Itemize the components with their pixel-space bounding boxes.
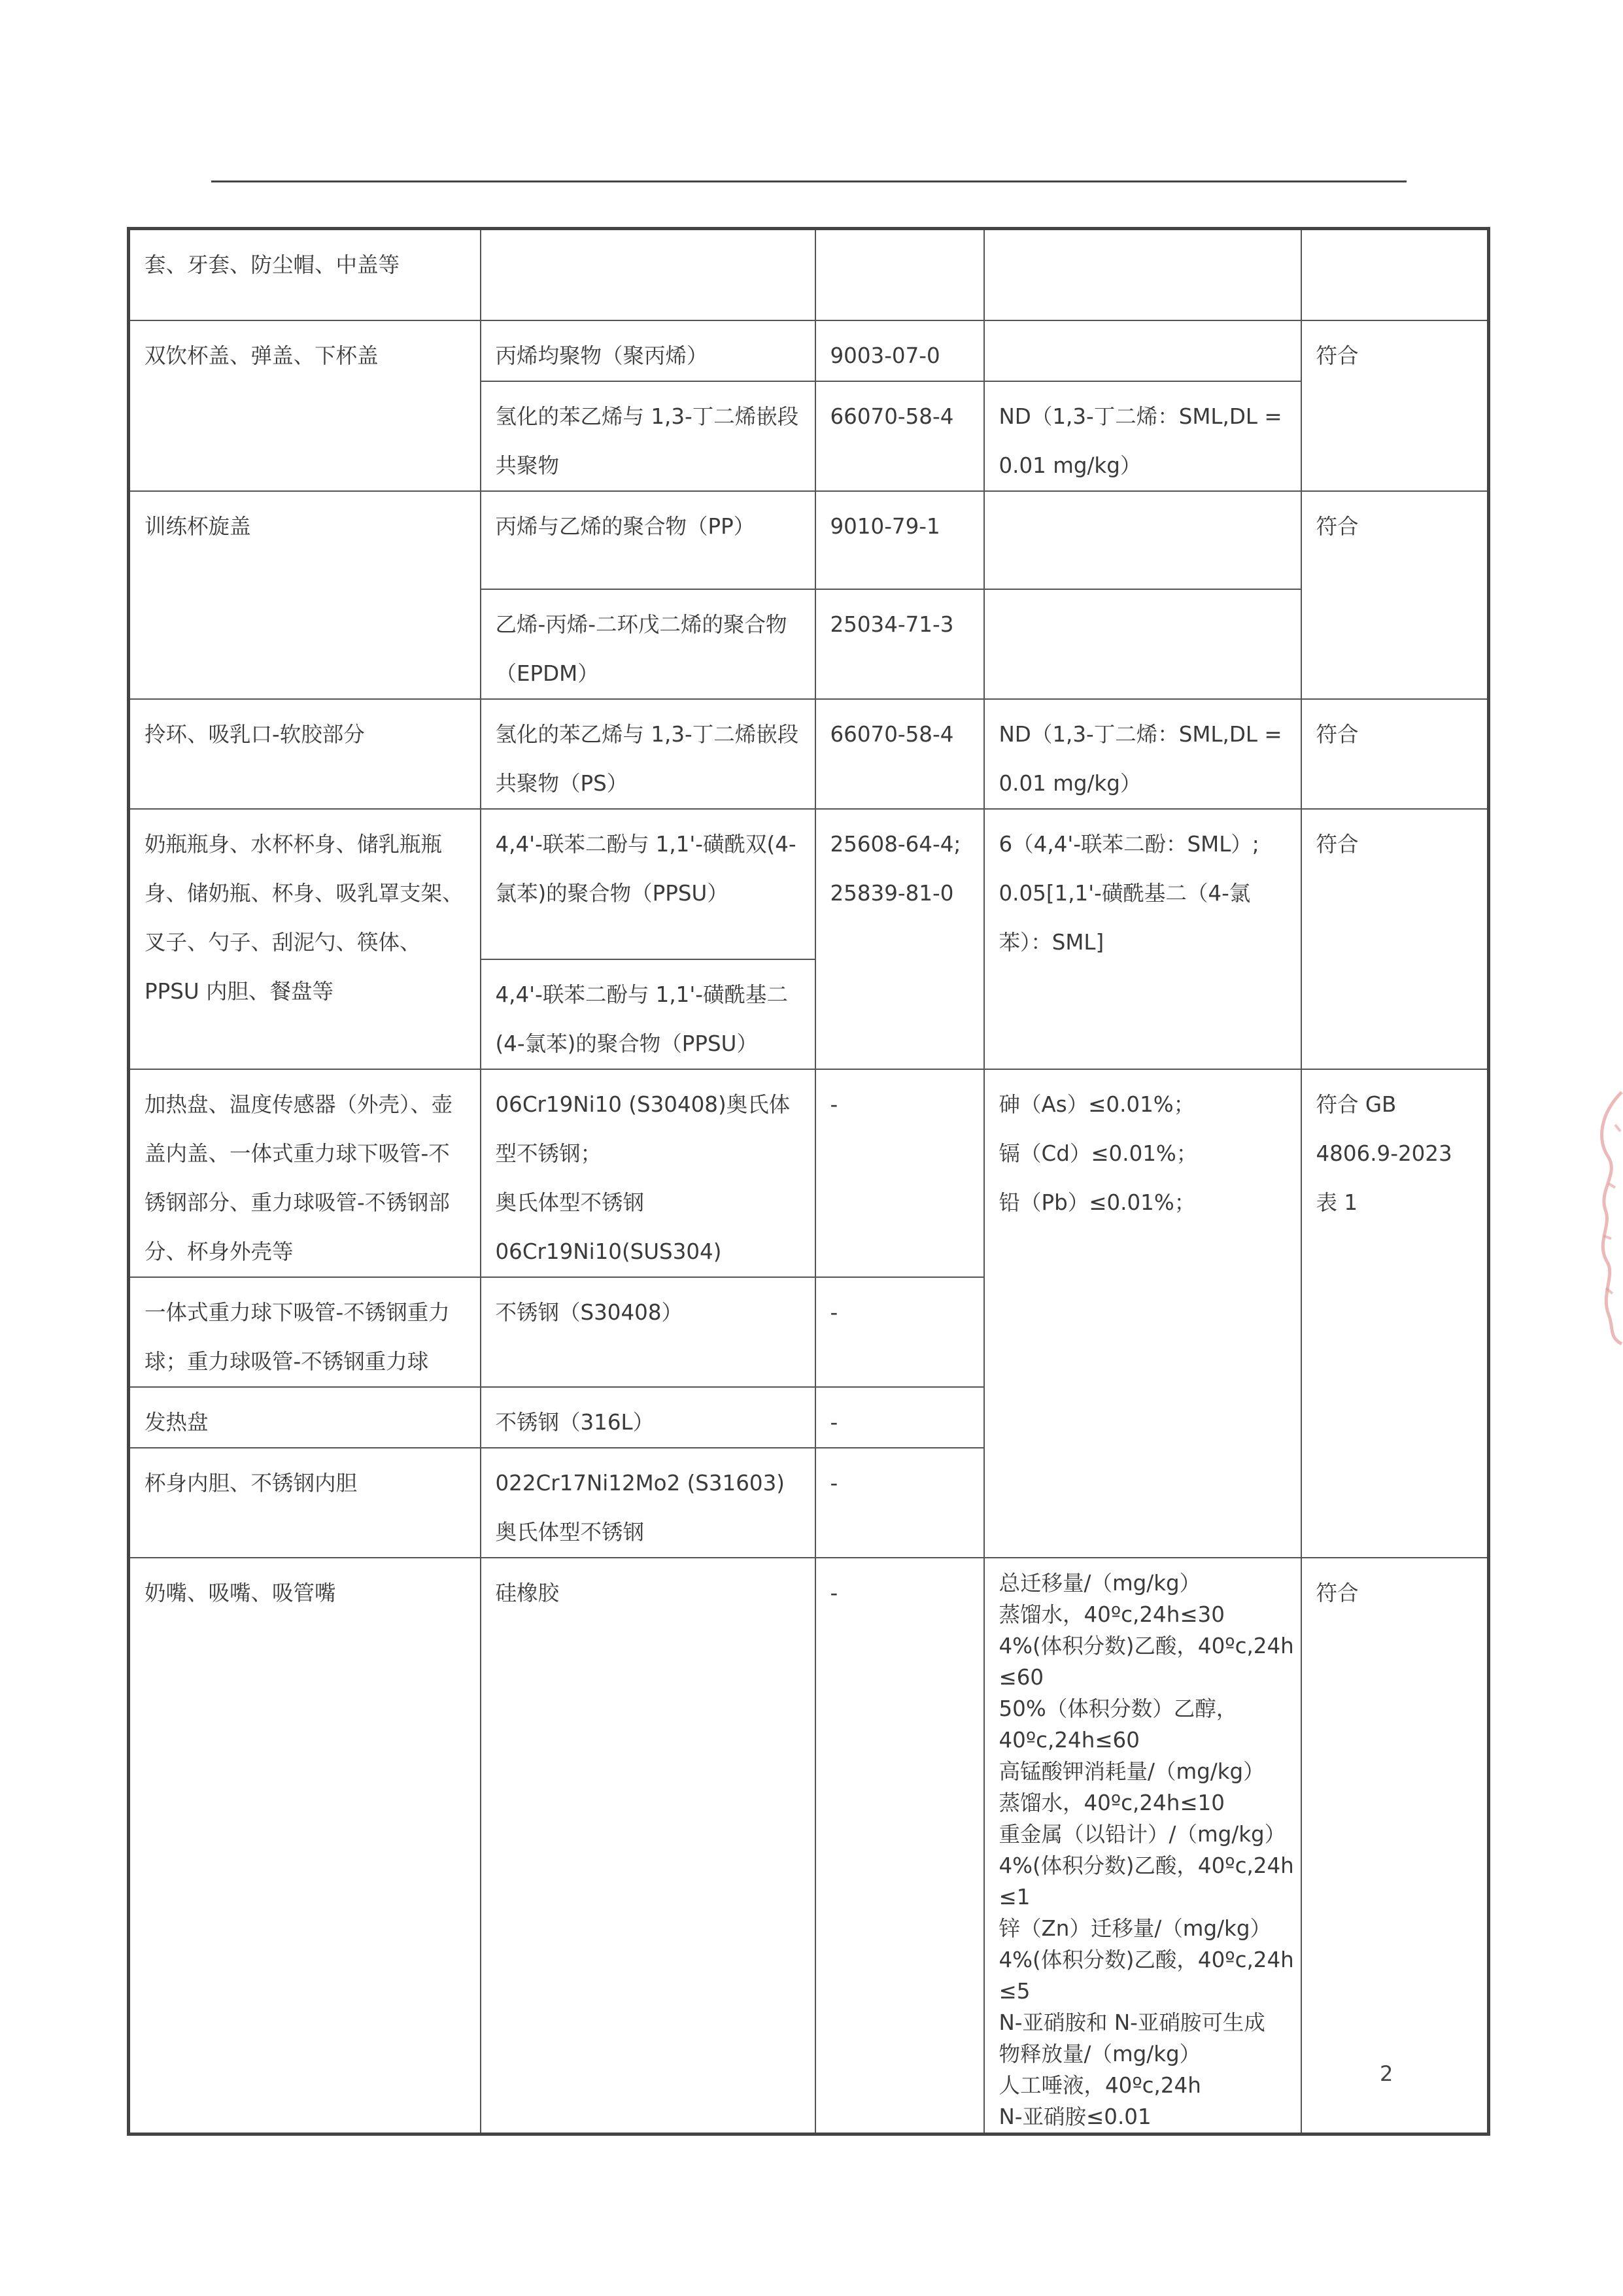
material-cell bbox=[481, 229, 815, 320]
limit-cell: 砷（As）≤0.01%； 镉（Cd）≤0.01%； 铅（Pb）≤0.01%； bbox=[984, 1069, 1301, 1558]
result-cell: 符合 GB 4806.9-2023 表 1 bbox=[1301, 1069, 1489, 1558]
table-row bbox=[129, 491, 1489, 589]
limit-cell: ND（1,3-丁二烯：SML,DL = 0.01 mg/kg） bbox=[984, 699, 1301, 809]
limit-line: 4%(体积分数)乙酸，40ºc,24h bbox=[999, 1853, 1294, 1878]
material-cell: 022Cr17Ni12Mo2 (S31603)奥氏体型不锈钢 bbox=[481, 1448, 815, 1558]
result-cell: 符合 bbox=[1301, 809, 1489, 1069]
limit-line: 高锰酸钾消耗量/（mg/kg） bbox=[999, 1758, 1265, 1784]
cas-cell: 66070-58-4 bbox=[815, 381, 984, 491]
limit-cell bbox=[984, 589, 1301, 699]
limit-line: ≤1 bbox=[999, 1884, 1031, 1910]
limit-line: 锌（Zn）迁移量/（mg/kg） bbox=[999, 1915, 1272, 1941]
cas-cell: - bbox=[815, 1277, 984, 1387]
header-rule bbox=[211, 180, 1407, 182]
part-cell: 双饮杯盖、弹盖、下杯盖 bbox=[129, 320, 481, 491]
limit-line: ≤60 bbox=[999, 1664, 1044, 1690]
material-cell: 丙烯均聚物（聚丙烯） bbox=[481, 320, 815, 381]
limit-line: 蒸馏水，40ºc,24h≤10 bbox=[999, 1790, 1225, 1815]
part-cell: 套、牙套、防尘帽、中盖等 bbox=[129, 229, 481, 320]
table-row bbox=[129, 1069, 1489, 1277]
material-cell: 不锈钢（S30408） bbox=[481, 1277, 815, 1387]
compliance-table bbox=[127, 227, 1490, 2136]
limit-line: N-亚硝胺≤0.01 bbox=[999, 2104, 1152, 2129]
material-cell: 不锈钢（316L） bbox=[481, 1387, 815, 1448]
limit-cell bbox=[984, 1558, 1301, 2134]
limit-line: 物释放量/（mg/kg） bbox=[999, 2041, 1201, 2066]
part-cell: 拎环、吸乳口-软胶部分 bbox=[129, 699, 481, 809]
limit-line: 蒸馏水，40ºc,24h≤30 bbox=[999, 1602, 1225, 1627]
cas-cell: - bbox=[815, 1069, 984, 1277]
part-cell: 加热盘、温度传感器（外壳）、壶盖内盖、一体式重力球下吸管-不锈钢部分、重力球吸管-不锈钢部分、杯身外壳等 bbox=[129, 1069, 481, 1277]
limit-line: 40ºc,24h≤60 bbox=[999, 1727, 1140, 1753]
limit-cell: ND（1,3-丁二烯：SML,DL = 0.01 mg/kg） bbox=[984, 381, 1301, 491]
part-cell: 奶瓶瓶身、水杯杯身、储乳瓶瓶身、储奶瓶、杯身、吸乳罩支架、叉子、勺子、刮泥勺、筷体、PPSU 内胆、餐盘等 bbox=[129, 809, 481, 1069]
result-cell: 符合 bbox=[1301, 1558, 1489, 2134]
table-row bbox=[129, 229, 1489, 320]
cas-cell bbox=[815, 229, 984, 320]
material-cell: 乙烯-丙烯-二环戊二烯的聚合物（EPDM） bbox=[481, 589, 815, 699]
result-cell: 符合 bbox=[1301, 491, 1489, 699]
cas-cell: 25034-71-3 bbox=[815, 589, 984, 699]
table-row bbox=[129, 699, 1489, 809]
part-cell: 奶嘴、吸嘴、吸管嘴 bbox=[129, 1558, 481, 2134]
cas-cell: - bbox=[815, 1558, 984, 2134]
cas-cell: 9010-79-1 bbox=[815, 491, 984, 589]
limit-line: 重金属（以铅计）/（mg/kg） bbox=[999, 1821, 1286, 1847]
seal-stamp-fragment bbox=[1589, 1086, 1623, 1347]
limit-line: N-亚硝胺和 N-亚硝胺可生成 bbox=[999, 2010, 1265, 2035]
limit-cell bbox=[984, 229, 1301, 320]
material-cell: 氢化的苯乙烯与 1,3-丁二烯嵌段共聚物 bbox=[481, 381, 815, 491]
result-cell: 符合 bbox=[1301, 320, 1489, 491]
cas-cell: - bbox=[815, 1387, 984, 1448]
cas-cell: 9003-07-0 bbox=[815, 320, 984, 381]
cas-cell: - bbox=[815, 1448, 984, 1558]
limit-cell: 6（4,4'-联苯二酚：SML）; 0.05[1,1'-磺酰基二（4-氯苯）：SML] bbox=[984, 809, 1301, 1069]
material-cell: 4,4'-联苯二酚与 1,1'-磺酰双(4-氯苯)的聚合物（PPSU） bbox=[481, 809, 815, 959]
material-cell: 丙烯与乙烯的聚合物（PP） bbox=[481, 491, 815, 589]
material-cell: 氢化的苯乙烯与 1,3-丁二烯嵌段共聚物（PS） bbox=[481, 699, 815, 809]
cas-cell: 66070-58-4 bbox=[815, 699, 984, 809]
limit-line: 4%(体积分数)乙酸，40ºc,24h bbox=[999, 1633, 1294, 1658]
part-cell: 杯身内胆、不锈钢内胆 bbox=[129, 1448, 481, 1558]
page-number: 2 bbox=[1380, 2061, 1393, 2086]
part-cell: 发热盘 bbox=[129, 1387, 481, 1448]
limit-line: 总迁移量/（mg/kg） bbox=[999, 1570, 1201, 1596]
cas-cell: 25608-64-4; 25839-81-0 bbox=[815, 809, 984, 1069]
table-row bbox=[129, 1558, 1489, 2134]
limit-cell bbox=[984, 491, 1301, 589]
limit-line: 50%（体积分数）乙醇， bbox=[999, 1696, 1238, 1721]
limit-cell bbox=[984, 320, 1301, 381]
material-cell: 硅橡胶 bbox=[481, 1558, 815, 2134]
limit-line: 4%(体积分数)乙酸，40ºc,24h bbox=[999, 1947, 1294, 1972]
material-cell: 06Cr19Ni10 (S30408)奥氏体型不锈钢； 奥氏体型不锈钢 06Cr19Ni10(SUS304) bbox=[481, 1069, 815, 1277]
limit-line: ≤5 bbox=[999, 1978, 1031, 2004]
limit-line: 人工唾液，40ºc,24h bbox=[999, 2072, 1201, 2098]
result-cell bbox=[1301, 229, 1489, 320]
part-cell: 训练杯旋盖 bbox=[129, 491, 481, 699]
table-row bbox=[129, 809, 1489, 959]
part-cell: 一体式重力球下吸管-不锈钢重力球；重力球吸管-不锈钢重力球 bbox=[129, 1277, 481, 1387]
result-cell: 符合 bbox=[1301, 699, 1489, 809]
material-cell: 4,4'-联苯二酚与 1,1'-磺酰基二(4-氯苯)的聚合物（PPSU） bbox=[481, 959, 815, 1069]
table-row bbox=[129, 320, 1489, 381]
